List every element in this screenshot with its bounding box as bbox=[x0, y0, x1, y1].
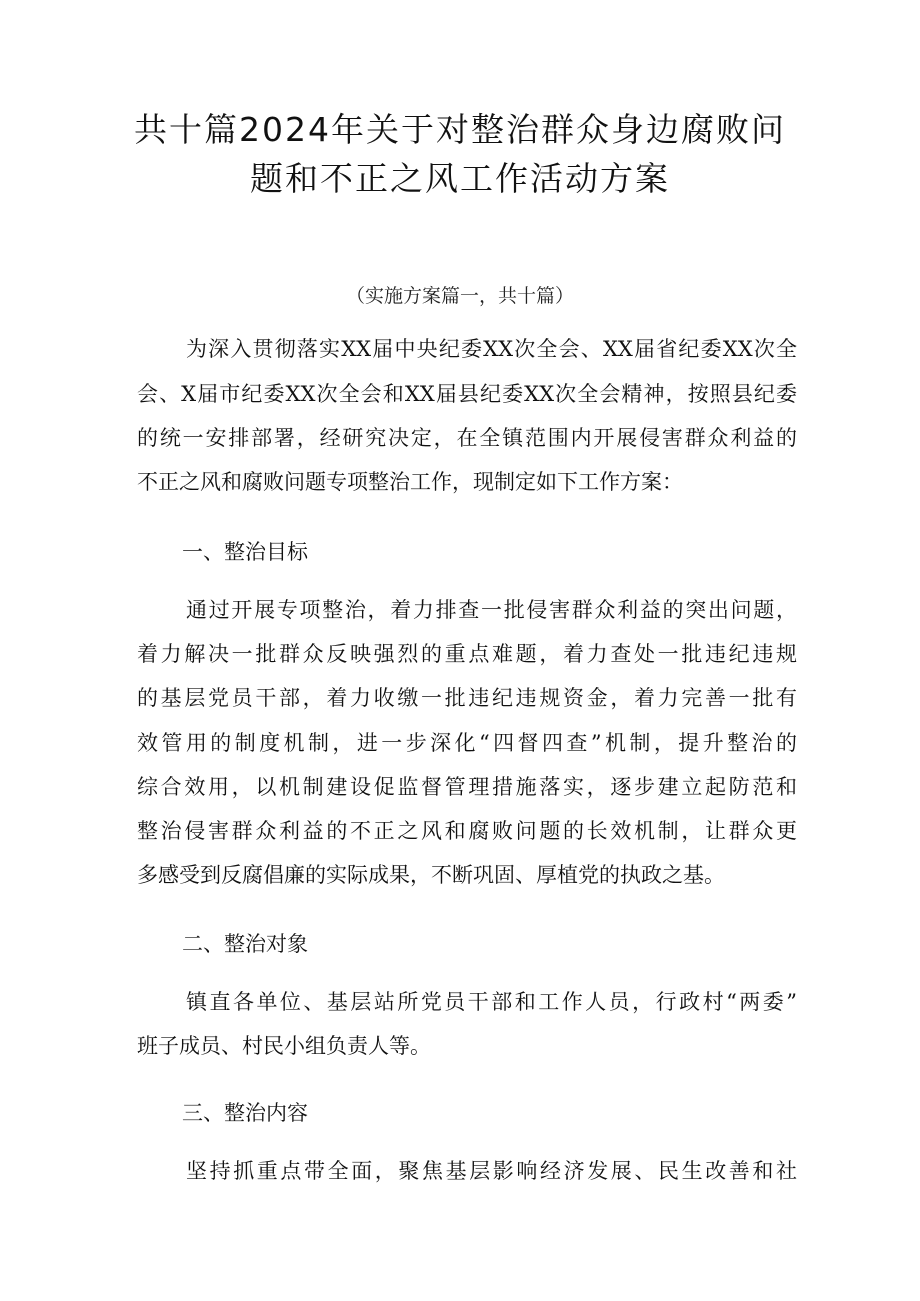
section-heading-goals: 一、整治目标 bbox=[182, 540, 308, 564]
intro-paragraph-line: 不正之风和腐败问题专项整治工作，现制定如下工作方案： bbox=[137, 470, 683, 494]
section-heading-content: 三、整治内容 bbox=[182, 1101, 308, 1125]
section-heading-targets: 二、整治对象 bbox=[182, 932, 308, 956]
section-goals-line: 多感受到反腐倡廉的实际成果，不断巩固、厚植党的执政之基。 bbox=[137, 863, 725, 887]
intro-paragraph-line: 为深入贯彻落实XX届中央纪委XX次全会、XX届省纪委XX次全 bbox=[186, 337, 797, 361]
intro-paragraph-line: 会、X届市纪委XX次全会和XX届县纪委XX次全会精神，按照县纪委 bbox=[137, 382, 797, 406]
section-targets-line: 班子成员、村民小组负责人等。 bbox=[137, 1034, 431, 1058]
document-title-line-1: 共十篇2024年关于对整治群众身边腐败问 bbox=[134, 110, 786, 149]
document-title-line-2: 题和不正之风工作活动方案 bbox=[250, 159, 670, 198]
section-goals-line: 的基层党员干部，着力收缴一批违纪违规资金，着力完善一批有 bbox=[137, 686, 797, 710]
section-goals-line: 综合效用，以机制建设促监督管理措施落实，逐步建立起防范和 bbox=[137, 775, 797, 799]
section-goals-line: 着力解决一批群众反映强烈的重点难题，着力查处一批违纪违规 bbox=[137, 642, 797, 666]
section-targets-line: 镇直各单位、基层站所党员干部和工作人员，行政村“两委” bbox=[186, 990, 797, 1014]
section-goals-line: 整治侵害群众利益的不正之风和腐败问题的长效机制，让群众更 bbox=[137, 819, 797, 843]
section-goals-line: 通过开展专项整治，着力排查一批侵害群众利益的突出问题， bbox=[186, 598, 797, 622]
intro-paragraph-line: 的统一安排部署，经研究决定，在全镇范围内开展侵害群众利益的 bbox=[137, 426, 797, 450]
document-subtitle: （实施方案篇一，共十篇） bbox=[345, 285, 574, 307]
section-goals-line: 效管用的制度机制，进一步深化“四督四查”机制，提升整治的 bbox=[137, 731, 797, 755]
section-content-line: 坚持抓重点带全面，聚焦基层影响经济发展、民生改善和社 bbox=[186, 1159, 797, 1183]
